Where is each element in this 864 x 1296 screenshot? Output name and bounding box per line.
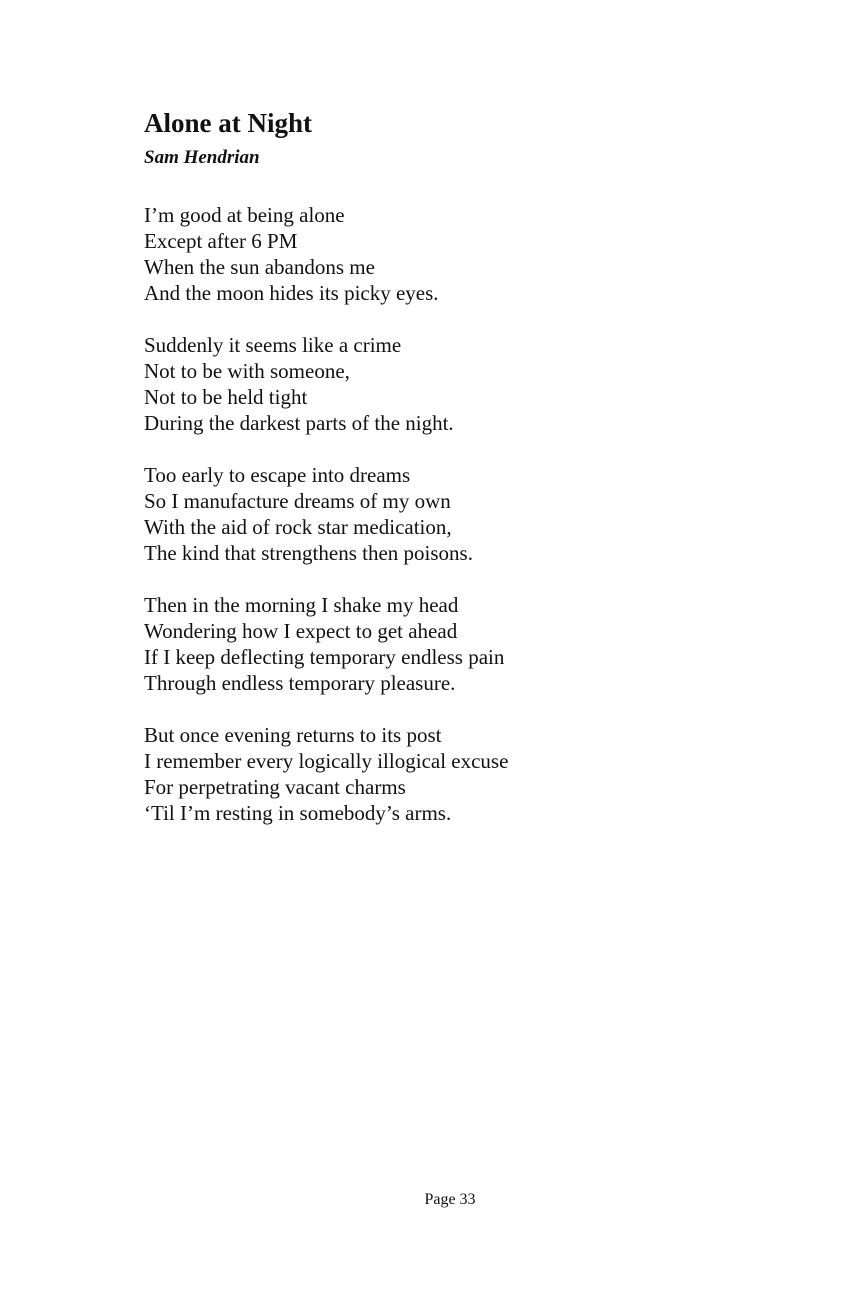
page-number: Page 33	[424, 1191, 476, 1208]
poem-line: But once evening returns to its post	[144, 723, 442, 747]
stanza	[144, 332, 704, 436]
poem-line: So I manufacture dreams of my own	[144, 489, 451, 513]
poem-line: If I keep deflecting temporary endless pain	[144, 645, 505, 669]
stanza	[144, 202, 704, 306]
poem-line: Suddenly it seems like a crime	[144, 333, 402, 357]
stanza	[144, 592, 704, 696]
poem-line: I remember every logically illogical excuse	[144, 749, 509, 773]
poem-line: I’m good at being alone	[144, 203, 345, 227]
poem-line: And the moon hides its picky eyes.	[144, 281, 439, 305]
poem-title: Alone at Night	[144, 108, 312, 138]
poem-line: Too early to escape into dreams	[144, 463, 411, 487]
poem-line: Then in the morning I shake my head	[144, 593, 459, 617]
poem-line: Not to be with someone,	[144, 359, 350, 383]
poem-body	[144, 202, 704, 852]
poem-line: When the sun abandons me	[144, 255, 375, 279]
poem-author: Sam Hendrian	[144, 147, 260, 168]
poem-line: Not to be held tight	[144, 385, 308, 409]
stanza	[144, 722, 704, 826]
poem-line: Except after 6 PM	[144, 229, 298, 253]
poem-line: Wondering how I expect to get ahead	[144, 619, 458, 643]
poem-line: Through endless temporary pleasure.	[144, 671, 456, 695]
poem-line: For perpetrating vacant charms	[144, 775, 406, 799]
stanza	[144, 462, 704, 566]
poem-line: With the aid of rock star medication,	[144, 515, 452, 539]
poem-line: The kind that strengthens then poisons.	[144, 541, 473, 565]
poem-line: During the darkest parts of the night.	[144, 411, 454, 435]
poem-line: ‘Til I’m resting in somebody’s arms.	[144, 801, 452, 825]
